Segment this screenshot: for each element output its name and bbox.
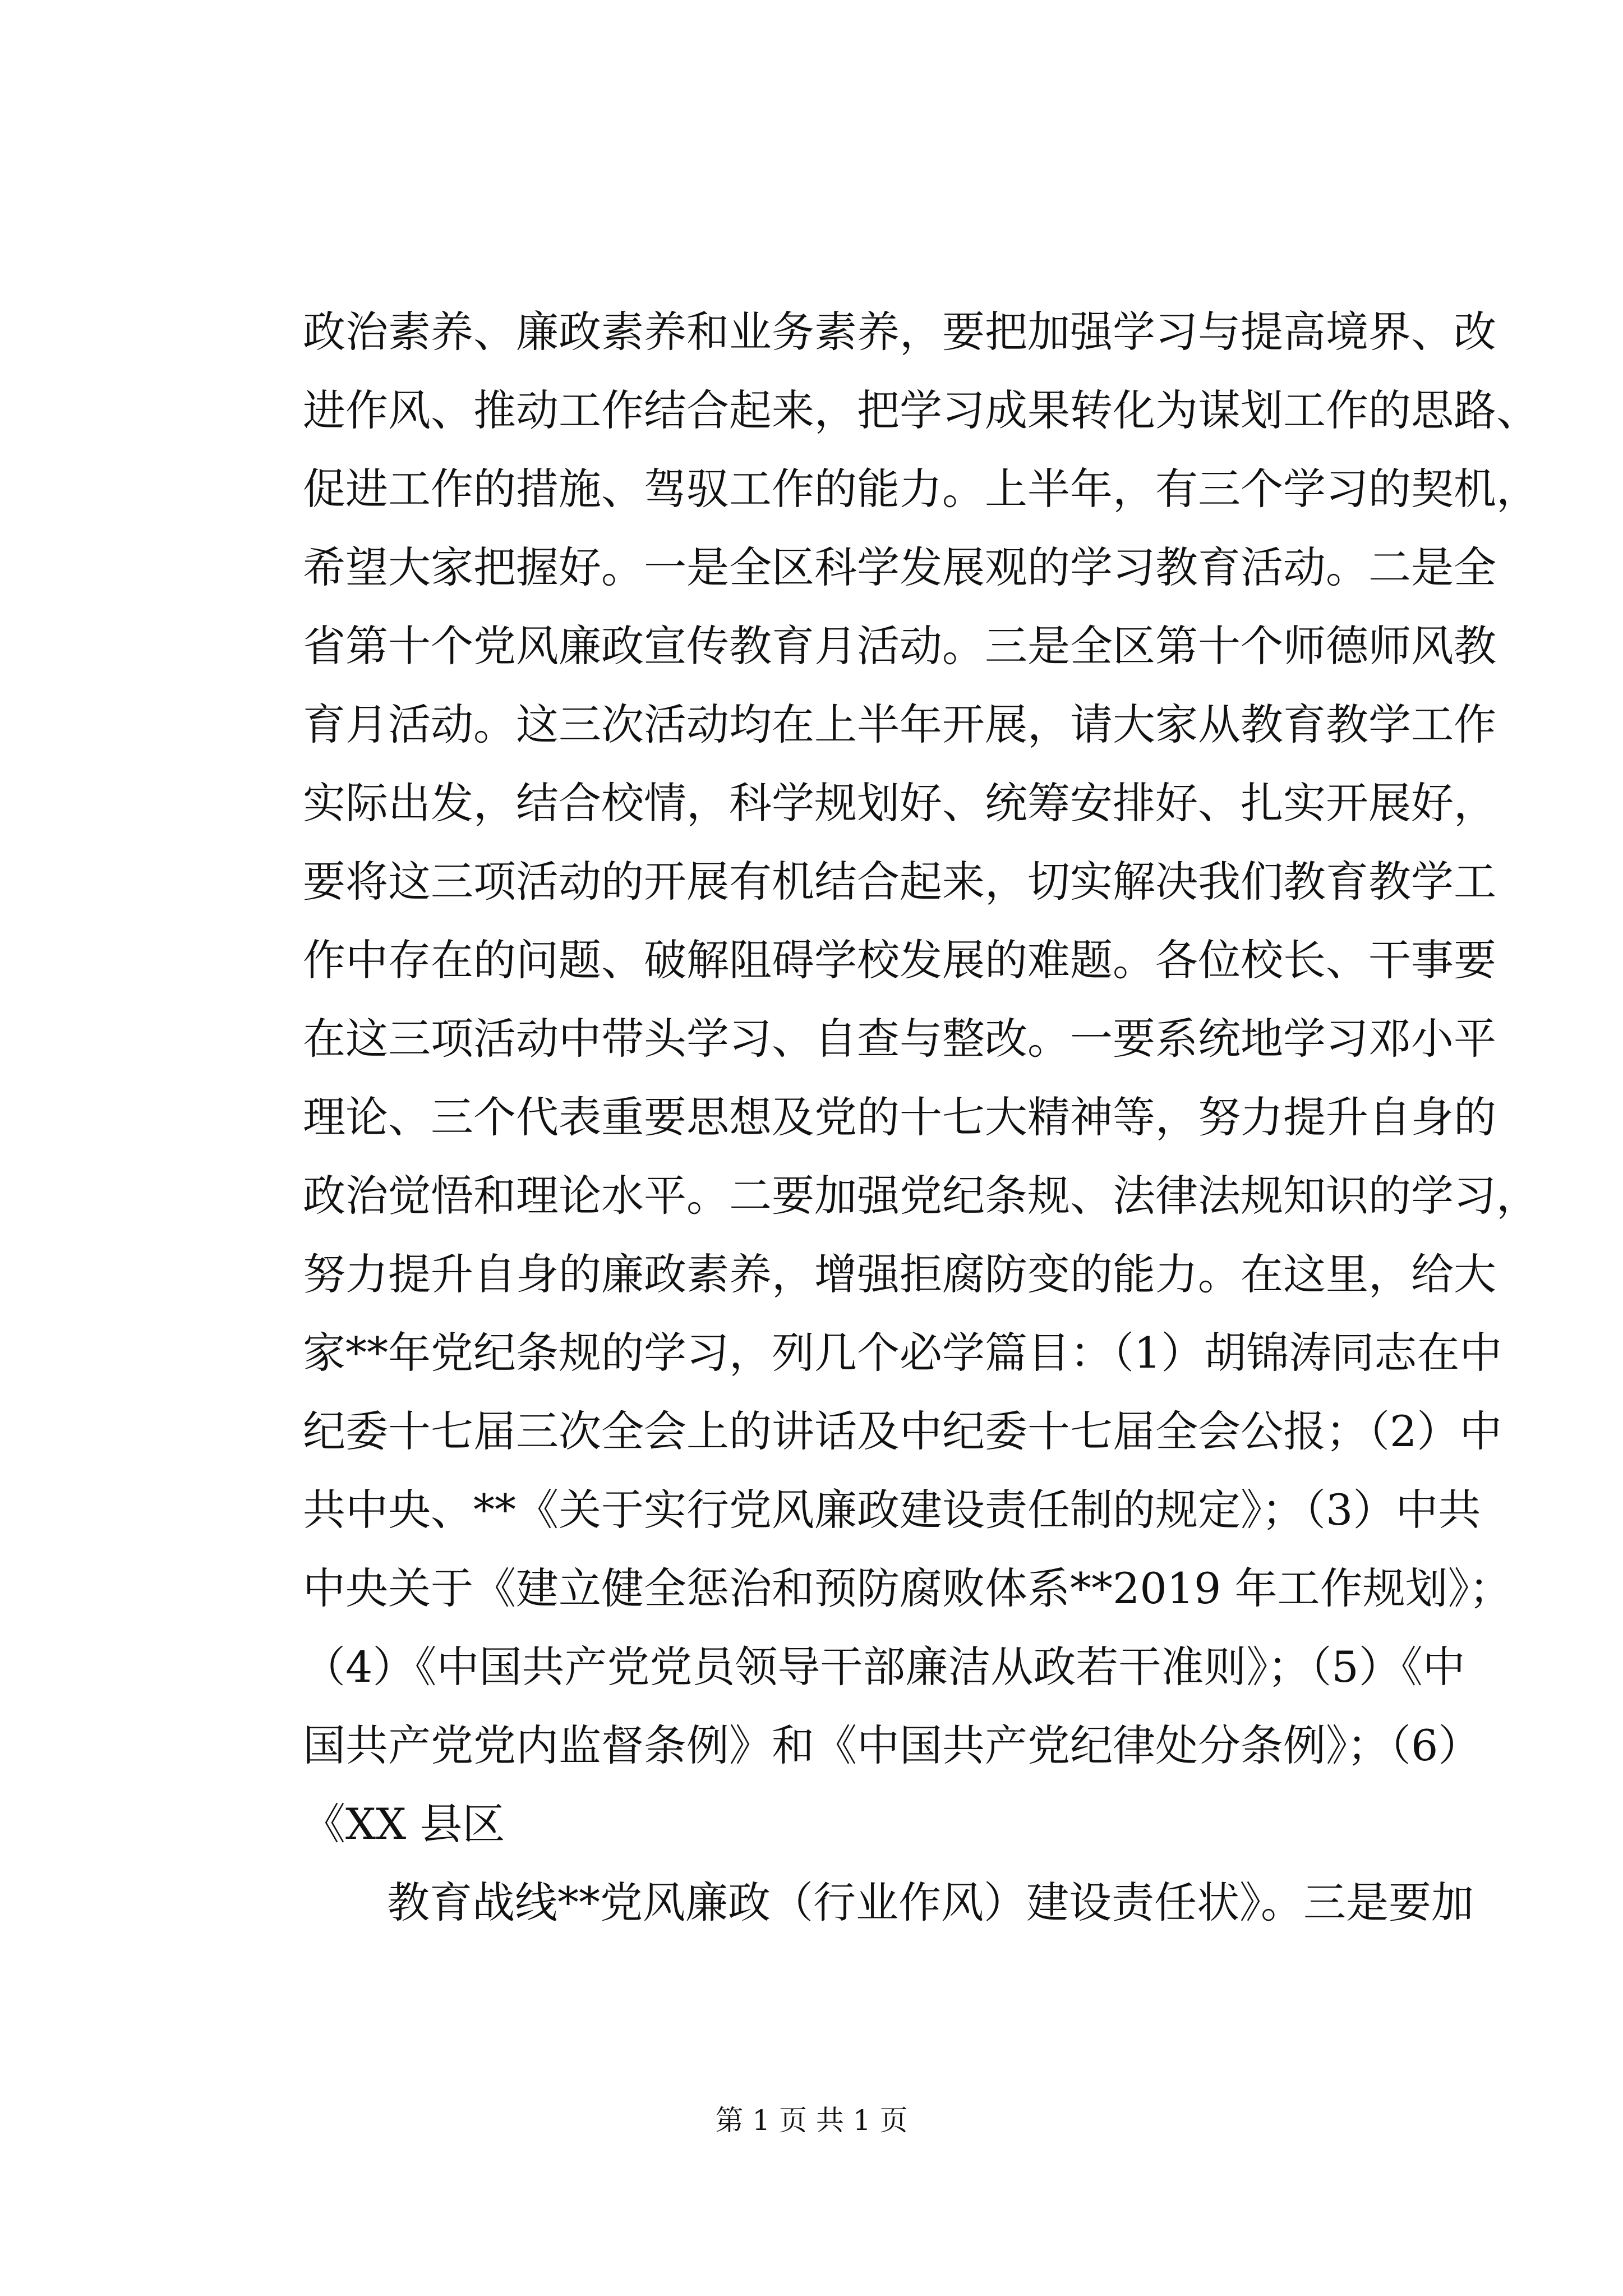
text-line: 中央关于《建立健全惩治和预防腐败体系**2019 年工作规划》；	[303, 1563, 1512, 1613]
text-line: 《XX 县区	[303, 1799, 505, 1849]
text-line: 共中央、**《关于实行党风廉政建设责任制的规定》；（3）中共	[303, 1485, 1481, 1535]
text-line: 育月活动。这三次活动均在上半年开展，请大家从教育教学工作	[303, 700, 1496, 749]
text-line: 希望大家把握好。一是全区科学发展观的学习教育活动。二是全	[303, 542, 1496, 592]
text-line: 政治素养、廉政素养和业务素养，要把加强学习与提高境界、改	[303, 307, 1496, 357]
text-line: 纪委十七届三次全会上的讲话及中纪委十七届全会公报；（2）中	[303, 1406, 1502, 1456]
text-line: 促进工作的措施、驾驭工作的能力。上半年，有三个学习的契机，	[303, 464, 1539, 514]
text-line: 进作风、推动工作结合起来，把学习成果转化为谋划工作的思路、	[303, 385, 1539, 435]
text-line: 实际出发，结合校情，科学规划好、统筹安排好、扎实开展好，	[303, 778, 1496, 828]
page-footer: 第 1 页 共 1 页	[715, 2104, 908, 2137]
text-line: 在这三项活动中带头学习、自查与整改。一要系统地学习邓小平	[303, 1014, 1496, 1064]
text-line: 省第十个党风廉政宣传教育月活动。三是全区第十个师德师风教	[303, 621, 1496, 671]
text-line: 要将这三项活动的开展有机结合起来，切实解决我们教育教学工	[303, 857, 1496, 907]
text-line: 政治觉悟和理论水平。二要加强党纪条规、法律法规知识的学习，	[303, 1171, 1539, 1221]
text-line: 理论、三个代表重要思想及党的十七大精神等，努力提升自身的	[303, 1092, 1496, 1142]
text-line: 家**年党纪条规的学习，列几个必学篇目：（1）胡锦涛同志在中	[303, 1328, 1502, 1378]
text-line: （4）《中国共产党党员领导干部廉洁从政若干准则》；（5）《中	[303, 1642, 1465, 1692]
text-line: 国共产党党内监督条例》和《中国共产党纪律处分条例》；（6）	[303, 1720, 1481, 1770]
document-body	[303, 293, 1539, 1942]
paragraph-indented-line: 教育战线**党风廉政（行业作风）建设责任状》。三是要加	[387, 1878, 1474, 1927]
text-line: 作中存在的问题、破解阻碍学校发展的难题。各位校长、干事要	[303, 935, 1496, 985]
text-line: 努力提升自身的廉政素养，增强拒腐防变的能力。在这里，给大	[303, 1249, 1496, 1299]
